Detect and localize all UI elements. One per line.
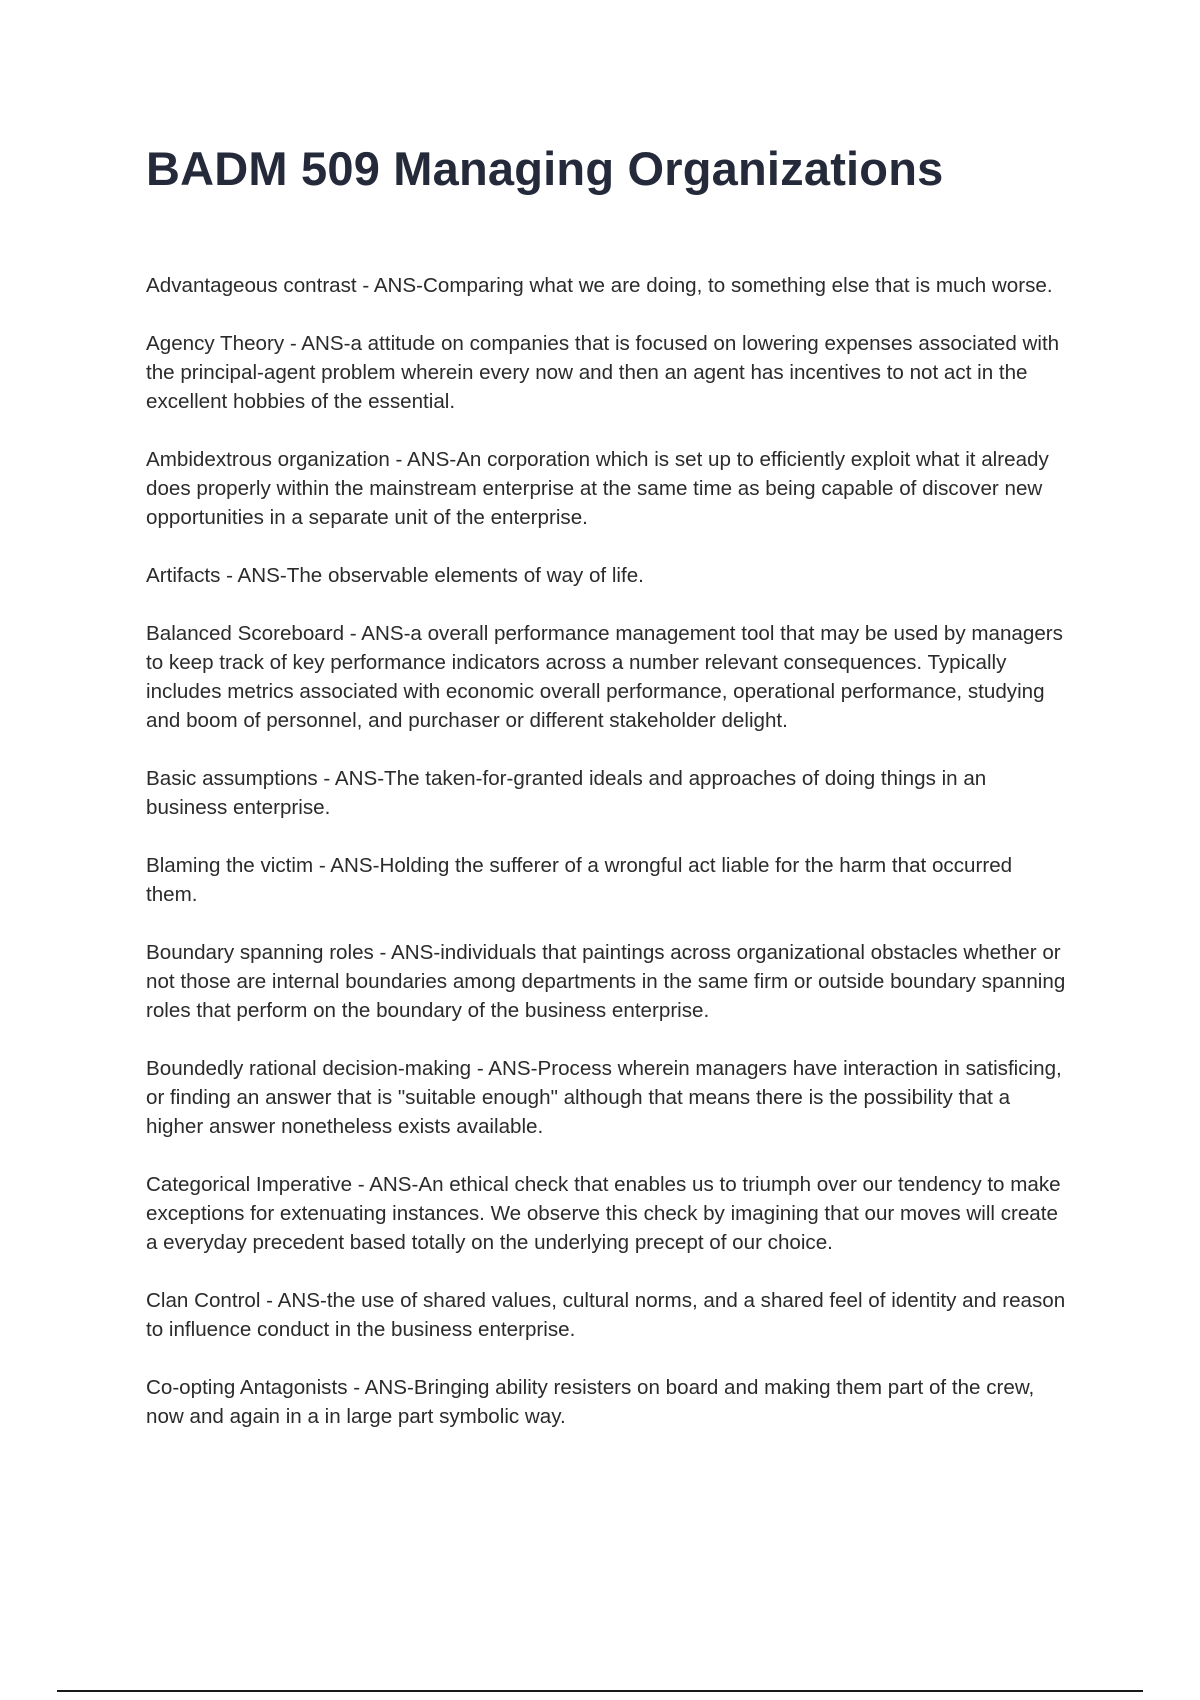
glossary-entry: Boundary spanning roles - ANS-individuals that paintings across organizational obstacles whether or not those are internal boundaries among departments in the same firm or outside boundary spanning roles that perform on the boundary of the business enterprise. (146, 941, 1066, 1022)
glossary-entry: Blaming the victim - ANS-Holding the sufferer of a wrongful act liable for the harm that occurred them. (146, 854, 1013, 906)
glossary-entry: Agency Theory - ANS-a attitude on companies that is focused on lowering expenses associated with the principal-agent problem wherein every now and then an agent has incentives to not act in the excellent hobbies of the essential. (146, 332, 1060, 413)
glossary-entry: Boundedly rational decision-making - ANS-Process wherein managers have interaction in satisficing, or finding an answer that is "suitable enough" although that means there is the possibility that a higher answer nonetheless exists available. (146, 1057, 1062, 1138)
glossary-entry: Artifacts - ANS-The observable elements of way of life. (146, 564, 644, 587)
glossary-entry: Ambidextrous organization - ANS-An corporation which is set up to efficiently exploit what it already does properly within the mainstream enterprise at the same time as being capable of discover new opportunities in a separate unit of the enterprise. (146, 448, 1049, 529)
glossary-entry: Balanced Scoreboard - ANS-a overall performance management tool that may be used by managers to keep track of key performance indicators across a number relevant consequences. Typically includes metrics associated with economic overall performance, operational performance, studying and boom of personnel, and purchaser or different stakeholder delight. (146, 622, 1063, 732)
glossary-list (146, 271, 1066, 1460)
glossary-entry: Clan Control - ANS-the use of shared values, cultural norms, and a shared feel of identity and reason to influence conduct in the business enterprise. (146, 1289, 1066, 1341)
footer-divider (57, 1690, 1143, 1692)
page-title: BADM 509 Managing Organizations (146, 142, 944, 195)
glossary-entry: Co-opting Antagonists - ANS-Bringing ability resisters on board and making them part of the crew, now and again in a in large part symbolic way. (146, 1376, 1035, 1428)
glossary-entry: Basic assumptions - ANS-The taken-for-granted ideals and approaches of doing things in an business enterprise. (146, 767, 987, 819)
glossary-entry: Advantageous contrast - ANS-Comparing what we are doing, to something else that is much worse. (146, 274, 1053, 297)
glossary-entry: Categorical Imperative - ANS-An ethical check that enables us to triumph over our tendency to make exceptions for extenuating instances. We observe this check by imagining that our moves will create a everyday precedent based totally on the underlying precept of our choice. (146, 1173, 1061, 1254)
